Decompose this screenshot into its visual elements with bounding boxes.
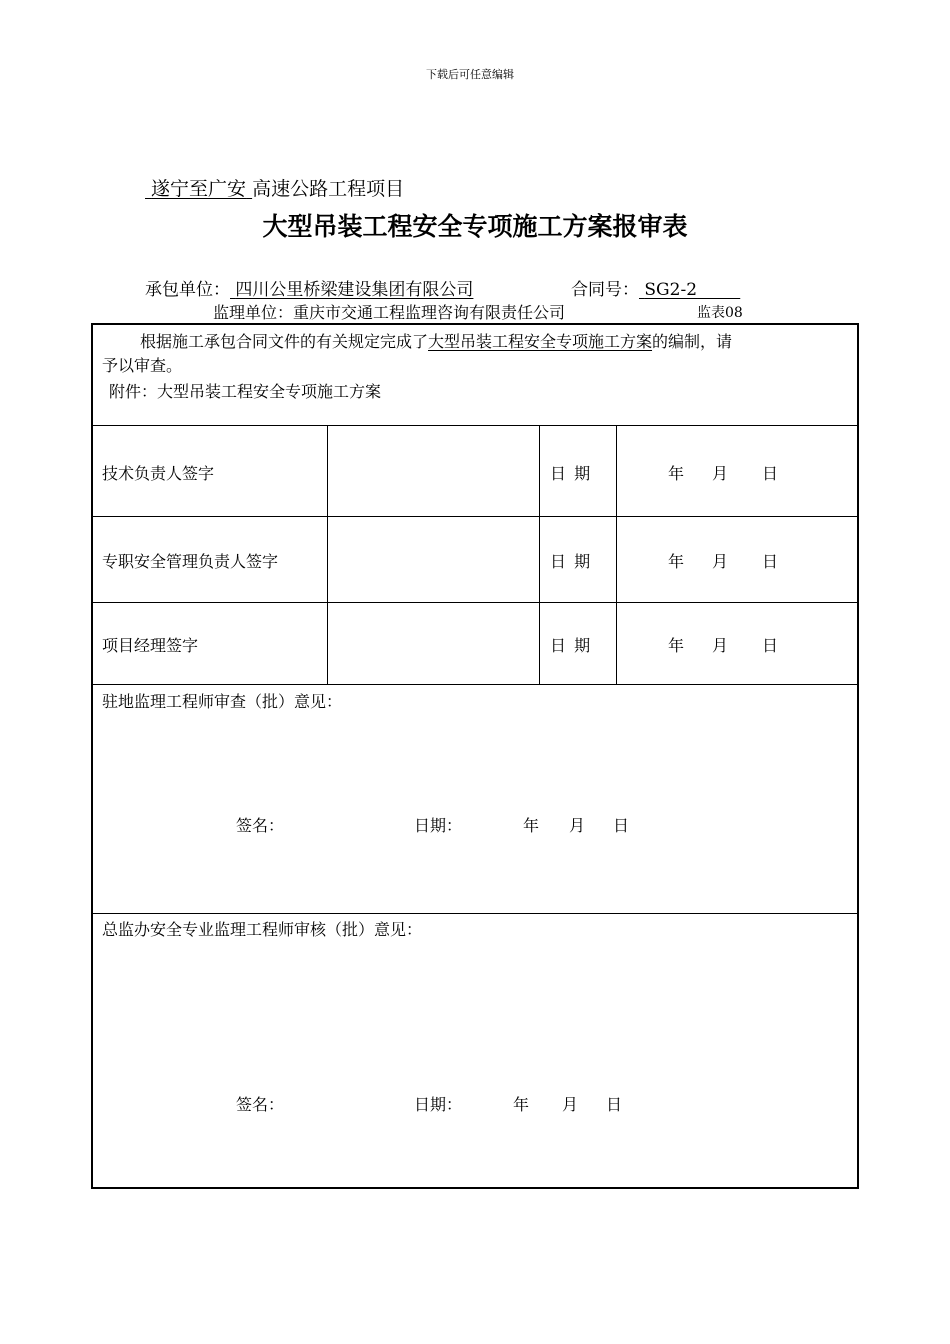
- tech-lead-date-label: 日 期: [550, 464, 591, 483]
- contract-value: SG2-2: [644, 280, 698, 300]
- resident-date-field[interactable]: 年 月 日: [523, 816, 630, 835]
- chief-date-field[interactable]: 年 月 日: [513, 1095, 623, 1114]
- project-manager-sign-field[interactable]: [329, 604, 537, 682]
- header-note: 下载后可任意编辑: [426, 68, 514, 81]
- intro-line-1: 根据施工承包合同文件的有关规定完成了大型吊装工程安全专项施工方案的编制，请: [140, 332, 733, 351]
- safety-manager-date-label: 日 期: [550, 552, 591, 571]
- contractor-value: 四川公里桥梁建设集团有限公司: [235, 280, 474, 300]
- chief-opinion-field[interactable]: [102, 945, 842, 1075]
- column-divider: [327, 425, 328, 684]
- row-divider: [93, 425, 857, 426]
- column-divider: [616, 425, 617, 684]
- row-divider: [93, 913, 857, 914]
- safety-manager-sign-label: 专职安全管理负责人签字: [102, 552, 279, 571]
- project-manager-date-field[interactable]: 年 月 日: [668, 636, 779, 655]
- row-divider: [93, 516, 857, 517]
- contract-label: 合同号：: [571, 280, 639, 300]
- resident-sign-label: 签名：: [236, 816, 285, 835]
- contractor-label: 承包单位：: [145, 280, 230, 300]
- chief-sign-label: 签名：: [236, 1095, 285, 1114]
- intro-line-2: 予以审查。: [102, 356, 183, 375]
- tech-lead-sign-field[interactable]: [329, 427, 537, 514]
- supervisor-line: [213, 300, 565, 323]
- contract-line: [571, 275, 740, 300]
- resident-opinion-title: 驻地监理工程师审查（批）意见：: [102, 692, 343, 711]
- contractor-line: [145, 275, 473, 300]
- attachment-line: 附件：大型吊装工程安全专项施工方案: [109, 382, 382, 401]
- project-manager-date-label: 日 期: [550, 636, 591, 655]
- column-divider: [539, 425, 540, 684]
- row-divider: [93, 684, 857, 685]
- row-divider: [93, 602, 857, 603]
- project-name: 遂宁至广安: [151, 178, 247, 200]
- tech-lead-sign-label: 技术负责人签字: [102, 464, 215, 483]
- supervisor-value: 重庆市交通工程监理咨询有限责任公司: [293, 303, 566, 322]
- resident-opinion-field[interactable]: [102, 715, 842, 795]
- safety-manager-sign-field[interactable]: [329, 518, 537, 600]
- project-suffix: 高速公路工程项目: [252, 178, 405, 200]
- approval-form-table: [91, 323, 859, 1189]
- page-title: 大型吊装工程安全专项施工方案报审表: [262, 212, 688, 241]
- tech-lead-date-field[interactable]: 年 月 日: [668, 464, 779, 483]
- project-manager-sign-label: 项目经理签字: [102, 636, 199, 655]
- project-line: [145, 174, 404, 201]
- chief-opinion-title: 总监办安全专业监理工程师审核（批）意见：: [102, 920, 423, 939]
- supervisor-label: 监理单位：: [213, 303, 294, 322]
- plan-name: 大型吊装工程安全专项施工方案: [428, 332, 653, 351]
- resident-date-label: 日期：: [414, 816, 463, 835]
- chief-date-label: 日期：: [414, 1095, 463, 1114]
- safety-manager-date-field[interactable]: 年 月 日: [668, 552, 779, 571]
- form-code: 监表08: [697, 305, 743, 321]
